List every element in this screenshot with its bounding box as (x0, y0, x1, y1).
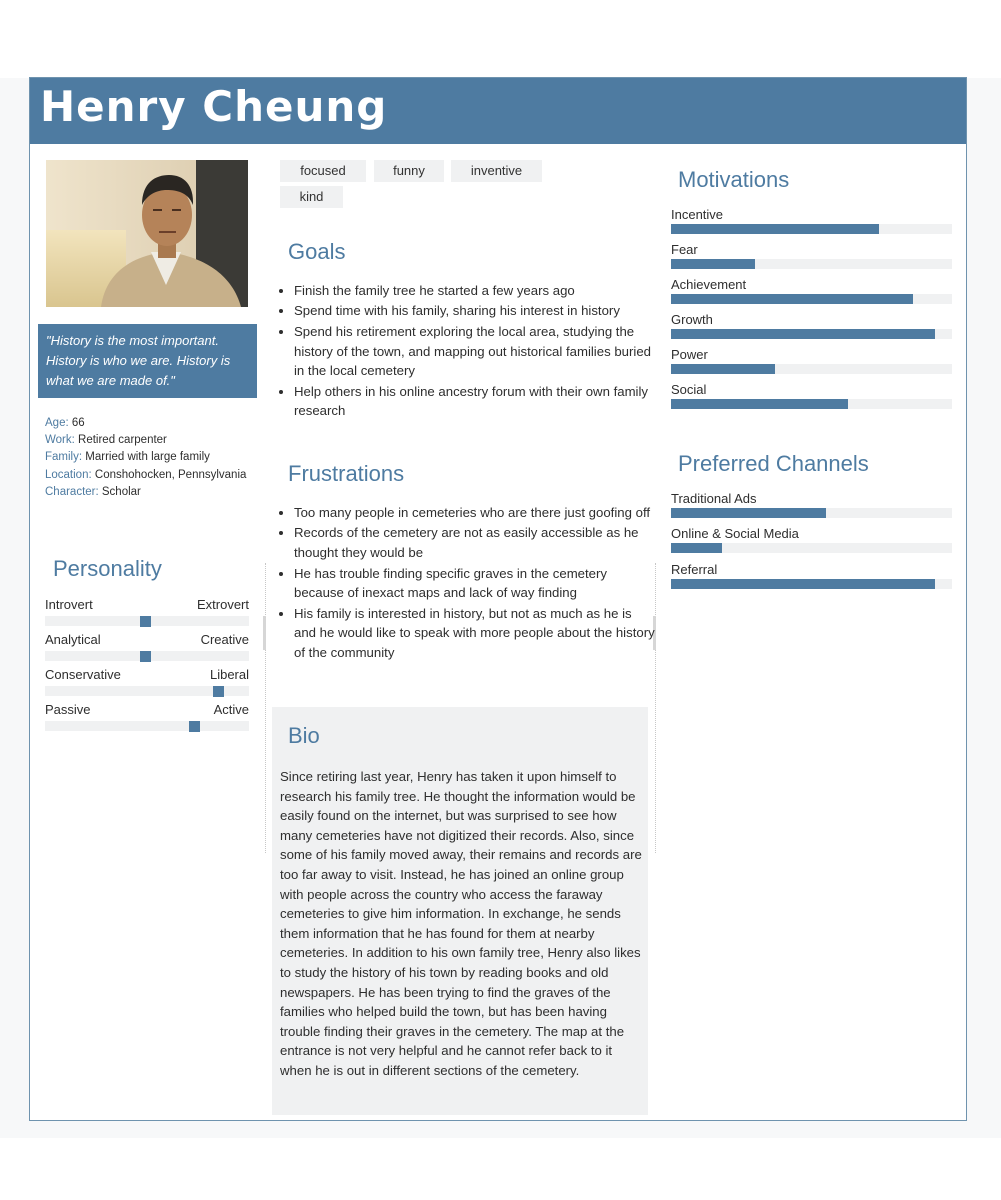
trait-marker (189, 721, 200, 732)
channel-label: Online & Social Media (671, 526, 799, 541)
trait-tag: kind (280, 186, 343, 208)
channel-label: Traditional Ads (671, 491, 757, 506)
fact-value: Married with large family (85, 451, 210, 464)
fact-value: Retired carpenter (78, 434, 167, 447)
bar-fill (671, 399, 848, 409)
trait-left-label: Introvert (45, 597, 93, 612)
fact-label: Character: (45, 485, 99, 498)
trait-right-label: Active (213, 702, 249, 717)
trait-tag: focused (280, 160, 366, 182)
fact-value: 66 (71, 417, 85, 429)
motivations-title: Motivations (678, 167, 790, 192)
motivation-label: Growth (671, 312, 713, 327)
frustration-item: • His family is interested in history, but not as much as he is and he would like to speak with more people about the history of the community (294, 604, 656, 663)
bio-title: Bio (288, 723, 320, 748)
goal-item: • Spend time with his family, sharing his interest in history (294, 301, 656, 321)
bar-track (671, 294, 952, 304)
bar-track (671, 579, 952, 589)
fact-value: Scholar (101, 485, 141, 498)
fact-family (45, 449, 250, 466)
channel-bar (671, 491, 952, 526)
trait-left-label: Passive (45, 702, 91, 717)
column-divider (265, 563, 266, 853)
fact-location (45, 467, 250, 484)
trait-right-label: Creative (200, 632, 249, 647)
divider-handle (263, 616, 266, 650)
persona-photo (46, 160, 248, 307)
fact-label: Location: (45, 468, 92, 481)
channel-bar (671, 526, 952, 561)
trait-marker (140, 651, 151, 662)
bar-track (671, 508, 952, 518)
frustration-item: • Too many people in cemeteries who are there just goofing off (294, 503, 656, 523)
trait-left-label: Conservative (45, 667, 121, 682)
motivation-bar (671, 382, 952, 417)
goals-title: Goals (288, 239, 346, 264)
trait-left-label: Analytical (45, 632, 101, 647)
trait-right-label: Extrovert (196, 597, 249, 612)
bar-track (671, 364, 952, 374)
persona-facts (45, 415, 250, 501)
trait-tag: inventive (451, 160, 542, 182)
bar-fill (671, 508, 826, 518)
bar-track (671, 329, 952, 339)
persona-header (30, 78, 966, 144)
motivation-bar (671, 312, 952, 347)
bio-panel (272, 707, 648, 1115)
bar-fill (671, 579, 935, 589)
channels-title: Preferred Channels (678, 451, 869, 476)
fact-value: Conshohocken, Pennsylvania (94, 468, 247, 481)
frustration-item: • He has trouble finding specific graves in the cemetery because of inexact maps and lack of way finding (294, 564, 656, 603)
frustration-item: • Records of the cemetery are not as easily accessible as he thought they would be (294, 523, 656, 562)
portrait-illustration (46, 160, 248, 307)
bar-track (671, 399, 952, 409)
motivation-bar (671, 347, 952, 382)
fact-character (45, 484, 250, 501)
motivation-label: Fear (671, 242, 698, 257)
fact-label: Family: (45, 451, 83, 464)
motivation-label: Power (671, 347, 708, 362)
frustrations-title: Frustrations (288, 461, 405, 486)
goal-item: • Help others in his online ancestry forum with their own family research (294, 382, 656, 421)
bar-fill (671, 329, 935, 339)
trait-slider (45, 632, 249, 667)
trait-right-label: Liberal (209, 667, 249, 682)
trait-marker (213, 686, 224, 697)
fact-label: Work: (45, 434, 75, 447)
personality-title: Personality (53, 556, 162, 581)
goals-list (280, 281, 656, 422)
trait-tag: funny (374, 160, 444, 182)
bar-track (671, 224, 952, 234)
fact-label: Age: (45, 417, 69, 429)
motivation-label: Incentive (671, 207, 724, 222)
bar-track (671, 259, 952, 269)
motivation-label: Social (671, 382, 707, 397)
persona-card (29, 77, 967, 1121)
fact-age (45, 415, 250, 432)
persona-name: Henry Cheung (40, 82, 388, 131)
frustrations-list (280, 503, 656, 663)
trait-slider (45, 597, 249, 632)
trait-slider (45, 702, 249, 737)
motivation-label: Achievement (671, 277, 747, 292)
fact-work (45, 432, 250, 449)
channel-bar (671, 562, 952, 597)
motivation-bar (671, 277, 952, 312)
bar-fill (671, 294, 913, 304)
bar-fill (671, 364, 775, 374)
bar-fill (671, 543, 722, 553)
trait-track (45, 721, 249, 731)
goal-item: • Finish the family tree he started a few years ago (294, 281, 656, 301)
trait-marker (140, 616, 151, 627)
trait-slider (45, 667, 249, 702)
channel-label: Referral (671, 562, 718, 577)
bar-track (671, 543, 952, 553)
motivation-bar (671, 242, 952, 277)
bio-text: Since retiring last year, Henry has taken it upon himself to research his family tree. He thought the information would be easily found on the internet, but was surprised to see how many cemeteries have not digitized their records. Also, since some of his family moved away, their remains and records are too far away to visit. Instead, he has joined an online group with people across the country who access the faraway cemeteries to give him information. In exchange, he sends them information that he has found for them at nearby cemeteries. In addition to his own family tree, Henry also likes to study the history of his town by reading books and old newspapers. He has been trying to find the graves of the families who helped build the town, but has been having trouble finding their graves in the cemetery. The map at the entrance is not very helpful and he cannot refer back to it when he is out in different sections of the cemetery. (280, 769, 642, 1078)
persona-quote: "History is the most important. History is who we are. History is what we are made of." (38, 324, 257, 398)
motivation-bar (671, 207, 952, 242)
bar-fill (671, 224, 879, 234)
goal-item: • Spend his retirement exploring the local area, studying the history of the town, and mapping out historical families buried in the local cemetery (294, 322, 656, 381)
bar-fill (671, 259, 755, 269)
